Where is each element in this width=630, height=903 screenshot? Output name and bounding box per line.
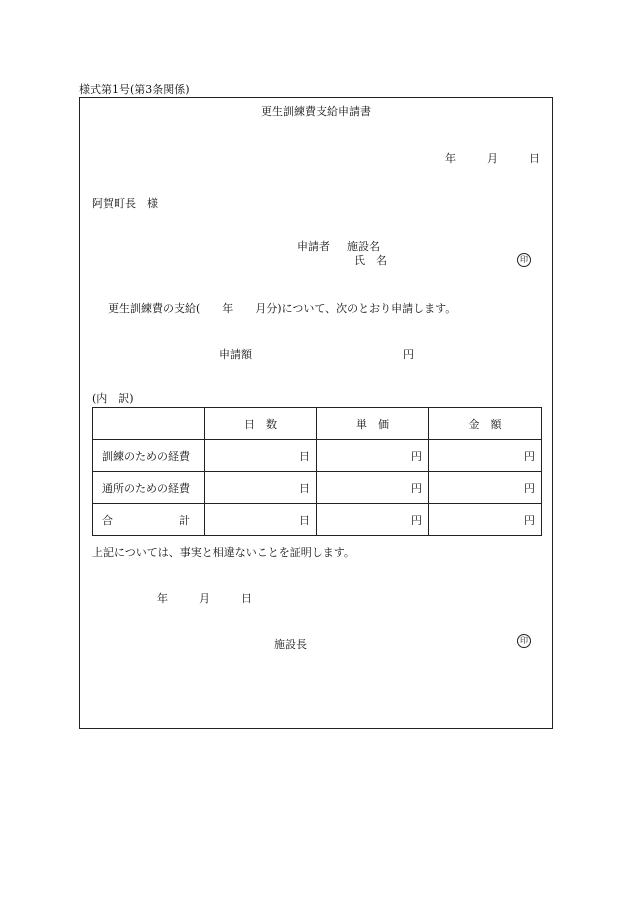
certification-statement: 上記については、事実と相違ないことを証明します。 — [92, 546, 355, 559]
form-title: 更生訓練費支給申請書 — [261, 105, 371, 118]
unit-price-cell: 円 — [317, 504, 429, 536]
month-label: 月 — [199, 592, 210, 605]
amount-cell: 円 — [429, 440, 542, 472]
days-cell: 日 — [205, 472, 317, 504]
breakdown-label: (内 訳) — [92, 392, 134, 405]
year-label: 年 — [445, 152, 456, 165]
addressee: 阿賀町長 様 — [92, 197, 158, 210]
row-label: 合 計 — [93, 504, 205, 536]
amount-unit: 円 — [403, 348, 414, 361]
breakdown-table — [92, 407, 542, 536]
amount-label: 申請額 — [219, 348, 252, 361]
applicant-name-label: 氏 名 — [354, 254, 387, 267]
form-number-label: 様式第1号(第3条関係) — [79, 83, 190, 96]
application-form — [79, 97, 553, 729]
header-amount: 金 額 — [429, 408, 542, 440]
table-row — [93, 440, 542, 472]
application-date — [445, 150, 540, 166]
facility-name-label: 施設名 — [347, 240, 380, 253]
day-label: 日 — [241, 592, 252, 605]
row-label: 通所のための経費 — [93, 472, 205, 504]
header-blank — [93, 408, 205, 440]
header-unit-price: 単 価 — [317, 408, 429, 440]
application-statement: 更生訓練費の支給( 年 月分)について、次のとおり申請します。 — [108, 302, 457, 315]
days-cell: 日 — [205, 440, 317, 472]
certification-date — [157, 590, 252, 606]
month-label: 月 — [487, 152, 498, 165]
unit-price-cell: 円 — [317, 440, 429, 472]
table-row — [93, 472, 542, 504]
amount-cell: 円 — [429, 472, 542, 504]
table-header-row — [93, 408, 542, 440]
days-cell: 日 — [205, 504, 317, 536]
year-label: 年 — [157, 592, 168, 605]
applicant-role: 申請者 — [297, 240, 330, 253]
row-label: 訓練のための経費 — [93, 440, 205, 472]
day-label: 日 — [529, 152, 540, 165]
director-seal-mark: 印 — [517, 634, 531, 648]
applicant-block — [297, 240, 387, 268]
amount-cell: 円 — [429, 504, 542, 536]
header-days: 日 数 — [205, 408, 317, 440]
requested-amount — [219, 346, 414, 362]
applicant-seal-mark: 印 — [517, 253, 531, 267]
table-row-total — [93, 504, 542, 536]
unit-price-cell: 円 — [317, 472, 429, 504]
facility-director-label: 施設長 — [274, 638, 307, 651]
